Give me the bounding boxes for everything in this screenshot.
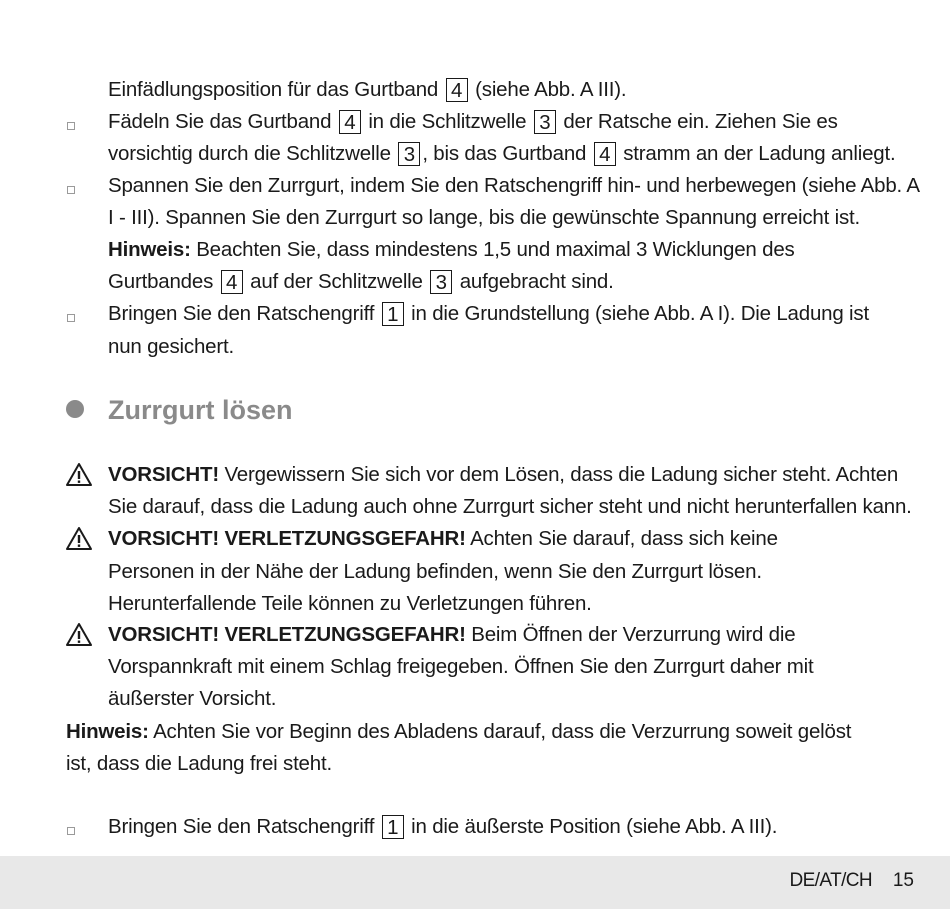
- part-ref-box: 1: [382, 815, 404, 839]
- part-ref-box: 1: [382, 302, 404, 326]
- warning-3-line3: äußerster Vorsicht.: [108, 687, 277, 710]
- warning-1-line1: VORSICHT! Vergewissern Sie sich vor dem Lösen, dass die Ladung sicher steht. Achten: [108, 463, 899, 486]
- part-ref-box: 3: [534, 110, 556, 134]
- step-release-line1: Bringen Sie den Ratschengriff 1 in die äußerste Position (siehe Abb. A III).: [108, 815, 778, 839]
- warning-2-line2: Personen in der Nähe der Ladung befinden, wenn Sie den Zurrgurt lösen.: [108, 560, 762, 583]
- step-tension-line2: I - III). Spannen Sie den Zurrgurt so lange, bis die gewünschte Spannung erreicht ist.: [108, 206, 860, 229]
- part-ref-box: 4: [221, 270, 243, 294]
- warning-triangle-icon: [65, 462, 93, 487]
- warning-label: VORSICHT!: [108, 463, 219, 486]
- warning-3-line2: Vorspannkraft mit einem Schlag freigegeben. Öffnen Sie den Zurrgurt daher mit: [108, 655, 814, 678]
- step-thread-line1: Fädeln Sie das Gurtband 4 in die Schlitzwelle 3 der Ratsche ein. Ziehen Sie es: [108, 110, 838, 134]
- warning-2-line1: VORSICHT! VERLETZUNGSGEFAHR! Achten Sie darauf, dass sich keine: [108, 527, 778, 550]
- part-ref-box: 4: [339, 110, 361, 134]
- warning-2-line3: Herunterfallende Teile können zu Verletzungen führen.: [108, 592, 592, 615]
- checkbox-bullet-icon: [67, 827, 75, 835]
- page-number: 15: [892, 870, 914, 891]
- part-ref-box: 3: [430, 270, 452, 294]
- checkbox-bullet-icon: [67, 314, 75, 322]
- page-footer: [0, 856, 950, 909]
- note-label: Hinweis:: [66, 720, 149, 743]
- warning-3-line1: VORSICHT! VERLETZUNGSGEFAHR! Beim Öffnen der Verzurrung wird die: [108, 623, 796, 646]
- note-2-line2: ist, dass die Ladung frei steht.: [66, 752, 332, 775]
- step-home-line2: nun gesichert.: [108, 335, 234, 358]
- step-home-line1: Bringen Sie den Ratschengriff 1 in die Grundstellung (siehe Abb. A I). Die Ladung ist: [108, 302, 869, 326]
- part-ref-box: 3: [398, 142, 420, 166]
- warning-label: VORSICHT! VERLETZUNGSGEFAHR!: [108, 623, 466, 646]
- warning-triangle-icon: [65, 526, 93, 551]
- warning-label: VORSICHT! VERLETZUNGSGEFAHR!: [108, 527, 466, 550]
- warning-triangle-icon: [65, 622, 93, 647]
- step-tension-note: Hinweis: Beachten Sie, dass mindestens 1,5 und maximal 3 Wicklungen des: [108, 238, 795, 261]
- step-thread-line2: vorsichtig durch die Schlitzwelle 3 , bis das Gurtband 4 stramm an der Ladung anliegt.: [108, 142, 896, 166]
- warning-1-line2: Sie darauf, dass die Ladung auch ohne Zurrgurt sicher steht und nicht herunterfallen kann.: [108, 495, 912, 518]
- part-ref-box: 4: [446, 78, 468, 102]
- footer-region: DE/AT/CH: [789, 870, 872, 891]
- part-ref-box: 4: [594, 142, 616, 166]
- note-2-line1: Hinweis: Achten Sie vor Beginn des Abladens darauf, dass die Verzurrung soweit gelöst: [66, 720, 852, 743]
- checkbox-bullet-icon: [67, 122, 75, 130]
- section-title: Zurrgurt lösen: [108, 395, 293, 425]
- step-tension-line4: Gurtbandes 4 auf der Schlitzwelle 3 aufgebracht sind.: [108, 270, 614, 294]
- note-label: Hinweis:: [108, 238, 191, 261]
- checkbox-bullet-icon: [67, 186, 75, 194]
- step-tension-line1: Spannen Sie den Zurrgurt, indem Sie den Ratschengriff hin- und herbewegen (siehe Abb. A: [108, 174, 920, 197]
- step-continuation: Einfädlungsposition für das Gurtband 4 (siehe Abb. A III).: [108, 78, 627, 102]
- filled-circle-icon: [66, 400, 84, 418]
